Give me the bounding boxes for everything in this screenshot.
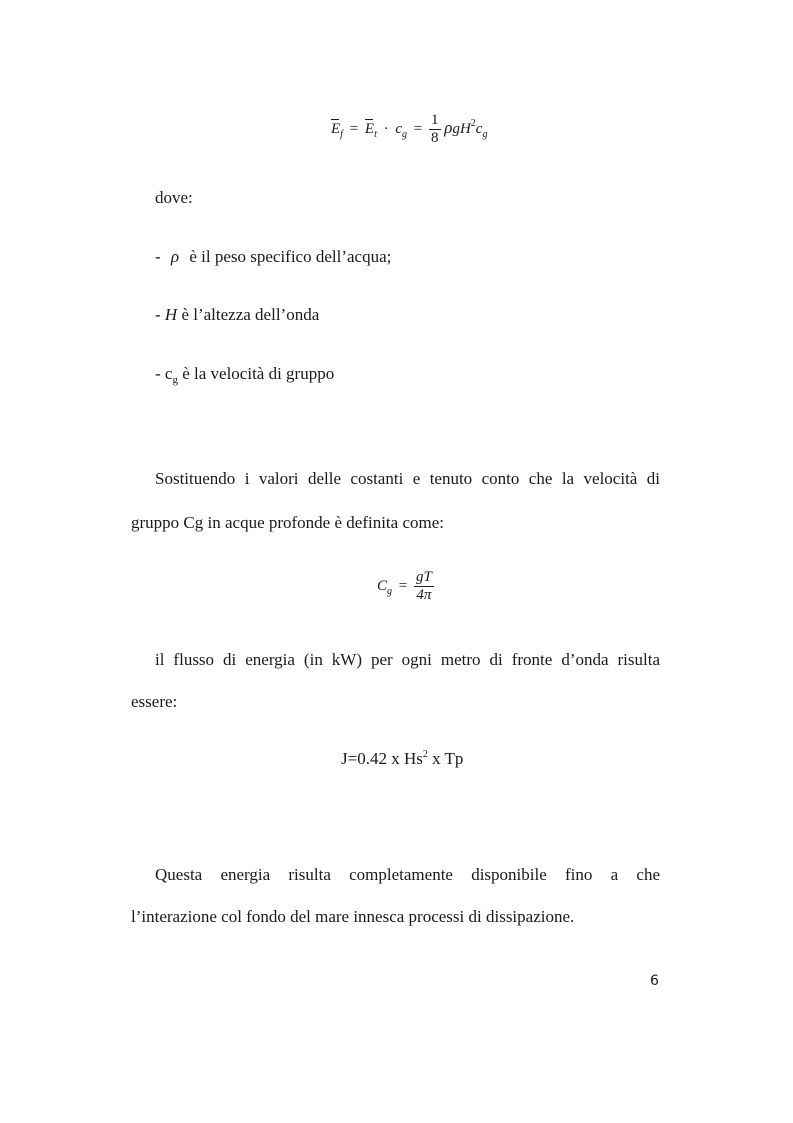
eq1-sub-g-2: g — [482, 128, 488, 140]
rho-symbol: ρ — [170, 247, 180, 266]
eq2-equals: = — [398, 577, 408, 594]
eq2-numerator: gT — [415, 569, 432, 585]
energy-flux-equation — [331, 112, 487, 160]
eq1-sub-f: f — [340, 128, 343, 140]
list-item-h — [155, 306, 319, 323]
h-symbol: H — [164, 305, 178, 324]
paragraph-1-line-2: gruppo Cg in acque profonde è definita come: — [131, 513, 444, 532]
eq1-numerator: 1 — [431, 112, 439, 128]
cg-dash: - c — [155, 364, 173, 383]
list-item-cg — [155, 364, 335, 386]
eq1-sub-t: t — [374, 128, 377, 140]
eq2-denominator: 4π — [414, 586, 434, 604]
eq1-sub-g: g — [402, 128, 408, 140]
dash: - — [155, 305, 161, 324]
cg-text: è la velocità di gruppo — [182, 364, 335, 383]
list-item-rho — [155, 248, 391, 265]
paragraph-3-line-2: l’interazione col fondo del mare innesca processi di dissipazione. — [131, 907, 575, 926]
paragraph-2-line-1: il flusso di energia (in kW) per ogni metro di fronte d’onda risulta — [155, 650, 660, 669]
eq3-part2: x Tp — [427, 749, 464, 768]
eq2-fraction — [414, 569, 434, 604]
group-velocity-equation — [377, 569, 434, 604]
h-text: è l’altezza dell’onda — [181, 305, 320, 324]
eq2-sub-g: g — [387, 585, 393, 597]
eq2-c: C — [377, 577, 388, 594]
wave-power-equation — [341, 749, 463, 769]
eq1-gh: gH — [452, 120, 471, 137]
dove-label: dove: — [155, 188, 193, 207]
paragraph-3-line-1: Questa energia risulta completamente disponibile fino a che — [155, 865, 660, 884]
dash: - — [155, 247, 161, 266]
eq1-equals-2: = — [413, 120, 423, 137]
eq3-part1: J=0.42 x Hs — [341, 749, 423, 768]
eq1-fraction — [429, 112, 441, 147]
paragraph-1-line-1: Sostituendo i valori delle costanti e tenuto conto che la velocità di — [155, 469, 660, 488]
cg-sub: g — [172, 374, 178, 386]
eq1-rho: ρ — [444, 117, 453, 137]
eq1-c-2: c — [475, 120, 483, 137]
page-number: 6 — [650, 973, 659, 989]
eq1-e-bar: E — [331, 120, 341, 137]
eq1-c: c — [395, 120, 403, 137]
eq1-denominator: 8 — [431, 130, 439, 146]
eq3-sup: 2 — [422, 749, 428, 760]
eq1-sup-2: 2 — [470, 117, 476, 129]
eq1-dot: · — [383, 120, 389, 137]
eq1-e-bar-2: E — [364, 120, 375, 137]
eq1-equals-1: = — [349, 120, 359, 137]
rho-text: è il peso specifico dell’acqua; — [189, 247, 392, 266]
paragraph-2-line-2: essere: — [131, 692, 178, 711]
